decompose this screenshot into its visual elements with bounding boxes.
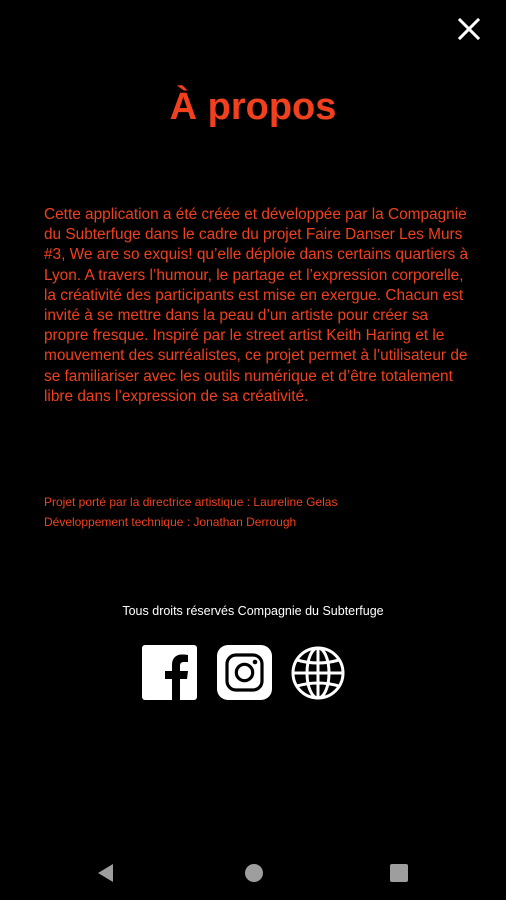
nav-recents-button[interactable] — [388, 862, 410, 884]
nav-back-button[interactable] — [95, 862, 117, 884]
home-circle-icon — [243, 862, 265, 884]
credit-technical-development: Développement technique : Jonathan Derrough — [44, 514, 297, 529]
credit-artistic-director: Projet porté par la directrice artistique : Laureline Gelas — [44, 495, 338, 509]
facebook-link[interactable] — [142, 645, 197, 700]
close-button[interactable] — [456, 16, 482, 42]
website-link[interactable] — [290, 645, 345, 700]
copyright-text: Tous droits réservés Compagnie du Subterfuge — [122, 604, 384, 618]
nav-home-button[interactable] — [243, 862, 265, 884]
globe-icon — [290, 645, 346, 701]
instagram-icon — [217, 645, 272, 700]
facebook-icon — [142, 645, 197, 700]
social-links — [142, 645, 348, 701]
recents-square-icon — [388, 862, 410, 884]
page-title: À propos — [169, 86, 337, 128]
about-description: Cette application a été créée et développée par la Compagnie du Subterfuge dans le cadre du projet Faire Danser Les Murs #3, We are so exquis! qu’elle déploie dans certains quartiers à Lyon. A travers l’humour, le partage et l’expression corporelle, la créativité des participants est mise en exergue. Chacun est invité à se mettre dans la peau d’un artiste pour créer sa propre fresque. Inspiré par le street artist Keith Haring et le mouvement des surréalistes, ce projet permet à l’utilisateur de se familiariser avec les outils numérique et d’être totalement libre dans l’expression de sa créativité. — [44, 206, 469, 405]
back-triangle-icon — [95, 862, 117, 884]
instagram-link[interactable] — [217, 645, 272, 700]
system-navigation-bar — [0, 844, 506, 900]
close-icon — [456, 16, 482, 42]
credits — [44, 493, 464, 532]
